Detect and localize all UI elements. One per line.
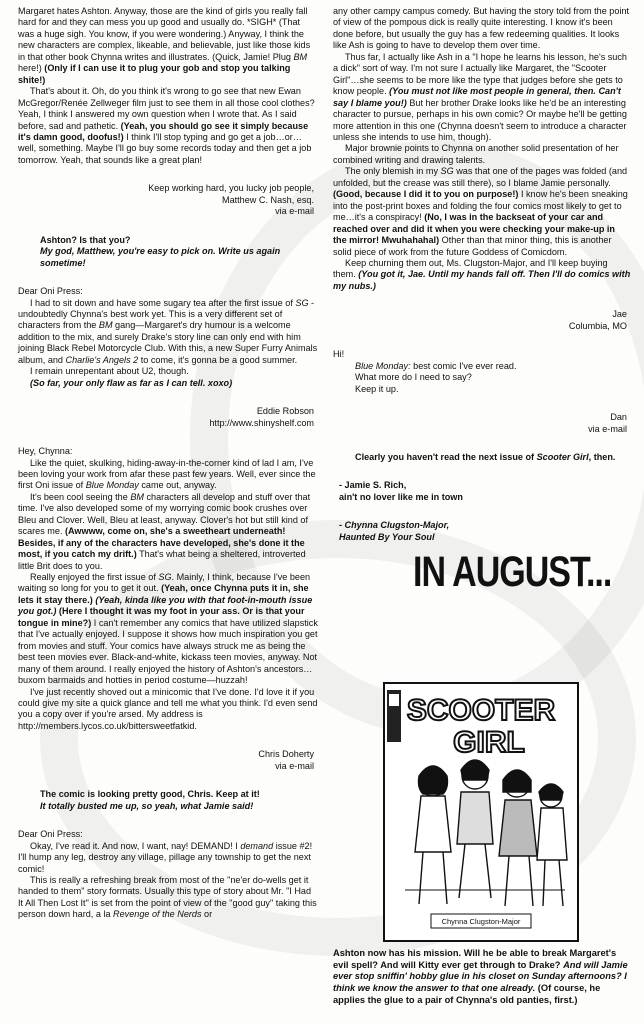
short-letter: Blue Monday: best comic I've ever read. What more do I need to say? Keep it up. (355, 360, 517, 394)
salutation: Dear Oni Press: (18, 286, 83, 297)
letter-paragraph: I remain unrepentant about U2, though. (30, 366, 189, 377)
letter-signature: Jae Columbia, MO (568, 309, 627, 331)
in-august-headline: IN AUGUST... (413, 548, 612, 597)
editor-reply: The comic is looking pretty good, Chris. Keep at it! It totally busted me up, so yeah, what Jamie said! (40, 789, 260, 811)
cover-logo-bottom: GIRL (453, 726, 525, 759)
letter-paragraph: I had to sit down and have some sugary tea after the first issue of SG - undoubtedly Chynna's best work yet. This is a very different set of characters from the BM gang—Margaret's dry humour is a welcome addition to the mix, and surely Drake's story line can only end with him joining Black Rebel Motorcycle Club. With this, a new Super Furry Animals album, and Charlie's Angels 2 to come, it's gonna be a good summer. (18, 297, 318, 365)
letter-paragraph: That's about it. Oh, do you think it's wrong to go see that new Ewan McGregor/Renée Zellweger film just to see them in all those cool clothes? Yeah, I think I answered my own question when I wrote that. As I said before, sad and pathetic. (Yeah, you should go see it simply because it's damn good, doofus!) I think I'll stop typing and go get a job…or…well, something. Maybe I'll go buy some records today and then get a job tomorrow. Yeah, that sounds like a great plan! (18, 86, 315, 165)
letter-signature: Chris Doherty via e-mail (258, 749, 314, 771)
letter-paragraph: I've just recently shoved out a minicomic that I've done. I'd love it if you could give my site a quick glance and tell me what you think. I'd even send you a copy over if you're arsed. My address is http://members.lycos.co.uk/bittersweetfatkid. (18, 686, 318, 731)
cover-logo-top: SCOOTER (406, 694, 556, 727)
letter-paragraph: This is really a refreshing break from most of the "ne'er do-wells get it handed to them" story formats. Usually this type of story about Mr. "I Had It All Then Lost It" is set from the point of view of the "good guy" taking this person down hard, a la Revenge of the Nerds or (18, 875, 317, 920)
cover-art (383, 682, 579, 942)
letter-paragraph: Major brownie points to Chynna on another solid presentation of her combined writing and drawing talents. (333, 143, 619, 165)
letter-paragraph: Like the quiet, skulking, hiding-away-in-the-corner kind of lad I am, I've been loving your work from afar these past few years. Well, ever since the first Oni issue of Blue Monday came out, anyway. (18, 457, 316, 491)
salutation: Hi! (333, 349, 345, 360)
letter-paragraph: Thus far, I actually like Ash in a "I hope he learns his lesson, he's such a dick" sort of way. I'm not sure I actually like Margaret, the "Scooter Girl"…she seems to be more like the type that judges before she gets to know people. (You must not like most people in general, then. Can't say I blame you!) But her brother Drake looks like he'd be an interesting character to pursue, perhaps in his own comic? Or maybe he'll be getting more attention in this one (Chynna doesn't seem to introduce a character unless she intends to use him, though). (333, 51, 627, 142)
letter-paragraph: The only blemish in my SG was that one of the pages was folded (and unfolded, but the crease was still there), so I blame Jamie personally. (Good, because I did it to you on purpose!) I know he's been sneaking into the post-print boxes and folding the four comics most likely to get to me…it's a conspiracy! (No, I was in the backseat of your car and reached over and did it when you were checking your make-up in the mirror! Mwuhahahal) Other than that minor thing, this is another solid piece of work from the future Goddess of Comicdom. (333, 166, 628, 257)
letter-paragraph: any other campy campus comedy. But having the story told from the point of view of the pompous dick is really quite interesting. I know it's been done before, but usually the guy has a few redeeming qualities. It looks like Ash is going to have to develop them over time. (333, 6, 630, 51)
letter-paragraph: Margaret hates Ashton. Anyway, those are the kind of girls you really fall hard for and they can mess you up good and usually do. *SIGH* (That was a huge sigh. You know, if you were wondering.) Anyway, I think the new characters are complex, likeable, and believable, just like those kids in that other book Chynna writes and illustrates. (Quick, Jamie! Plug BM here!) (Only if I can use it to plug your gob and stop you talking shite!) (18, 6, 311, 85)
letter-paragraph: Keep churning them out, Ms. Clugston-Major, and I'll keep buying them. (You got it, Jae. Until my hands fall off. Then I'll do comics with my nubs.) (333, 257, 631, 291)
letter-signature: Keep working hard, you lucky job people, Matthew C. Nash, esq. via e-mail (148, 183, 314, 217)
letter-signature: Eddie Robson http://www.shinyshelf.com (209, 406, 314, 428)
letter-signature: Dan via e-mail (588, 412, 627, 434)
preview-caption: Ashton now has his mission. Will he be able to break Margaret's evil spell? And will Kitty ever get through to Drake? And will Jamie ever stop sniffin' hobby glue in his closet on Sunday afternoons? I think we know the answer to that one already. (Of course, he applies the glue to a pair of Chynna's old panties, first.) (333, 948, 628, 1005)
editor-reply: (So far, your only flaw as far as I can tell. xoxo) (30, 377, 233, 388)
scooter-girl-cover (383, 682, 579, 942)
left-column (18, 6, 318, 921)
editor-signoff: - Jamie S. Rich, ain't no lover like me in town (339, 480, 463, 502)
cover-illustration (385, 684, 577, 940)
letter-paragraph: Okay, I've read it. And now, I want, nay! DEMAND! I demand issue #2! I'll hump any leg, destroy any village, pillage any township to get the next comic! (18, 840, 313, 874)
cover-credit: Chynna Clugston-Major (441, 917, 521, 926)
right-column (333, 6, 631, 597)
letter-paragraph: It's been cool seeing the BM characters all develop and stuff over that time. I've also developed some of my worrying comic book crushes over Bleu and Clover. Well, Bleu at least, anyway. Clover's hot but still kind of scares me. (Awwww, come on, she's a sweetheart underneath! Besides, if any of the characters have developed, she's done it the most, if you catch my drift.) That's what being a sheltered, introverted little Brit does to you. (18, 491, 311, 571)
letter-paragraph: Really enjoyed the first issue of SG. Mainly, I think, because I've been waiting so long for you to get it out. (Yeah, once Chynna puts it in, she lets it stay there.) (Yeah, kinda like you with that foot-in-mouth issue you got.) (Here I thought it was my foot in your ass. Or is that your tongue in mine?) I can't remember any comics that have utilized slapstick that I've actually enjoyed. I suppose it shows how much inspiration you get from movies and stuff. Your comics have always struck me as being the best teen movies ever. Black-and-white, kickass teen movies, anyway. Not many of them around. I really enjoyed the history of Ashton's ancestors…buxom barmaids and hotties in period costume—huzzah! (18, 572, 318, 686)
editor-signoff: - Chynna Clugston-Major, Haunted By Your Soul (339, 520, 450, 542)
salutation: Dear Oni Press: (18, 829, 83, 840)
editor-reply: Ashton? Is that you? My god, Matthew, you're easy to pick on. Write us again sometime! (40, 234, 281, 268)
editor-reply: Clearly you haven't read the next issue of Scooter Girl, then. (355, 451, 616, 462)
salutation: Hey, Chynna: (18, 446, 73, 457)
